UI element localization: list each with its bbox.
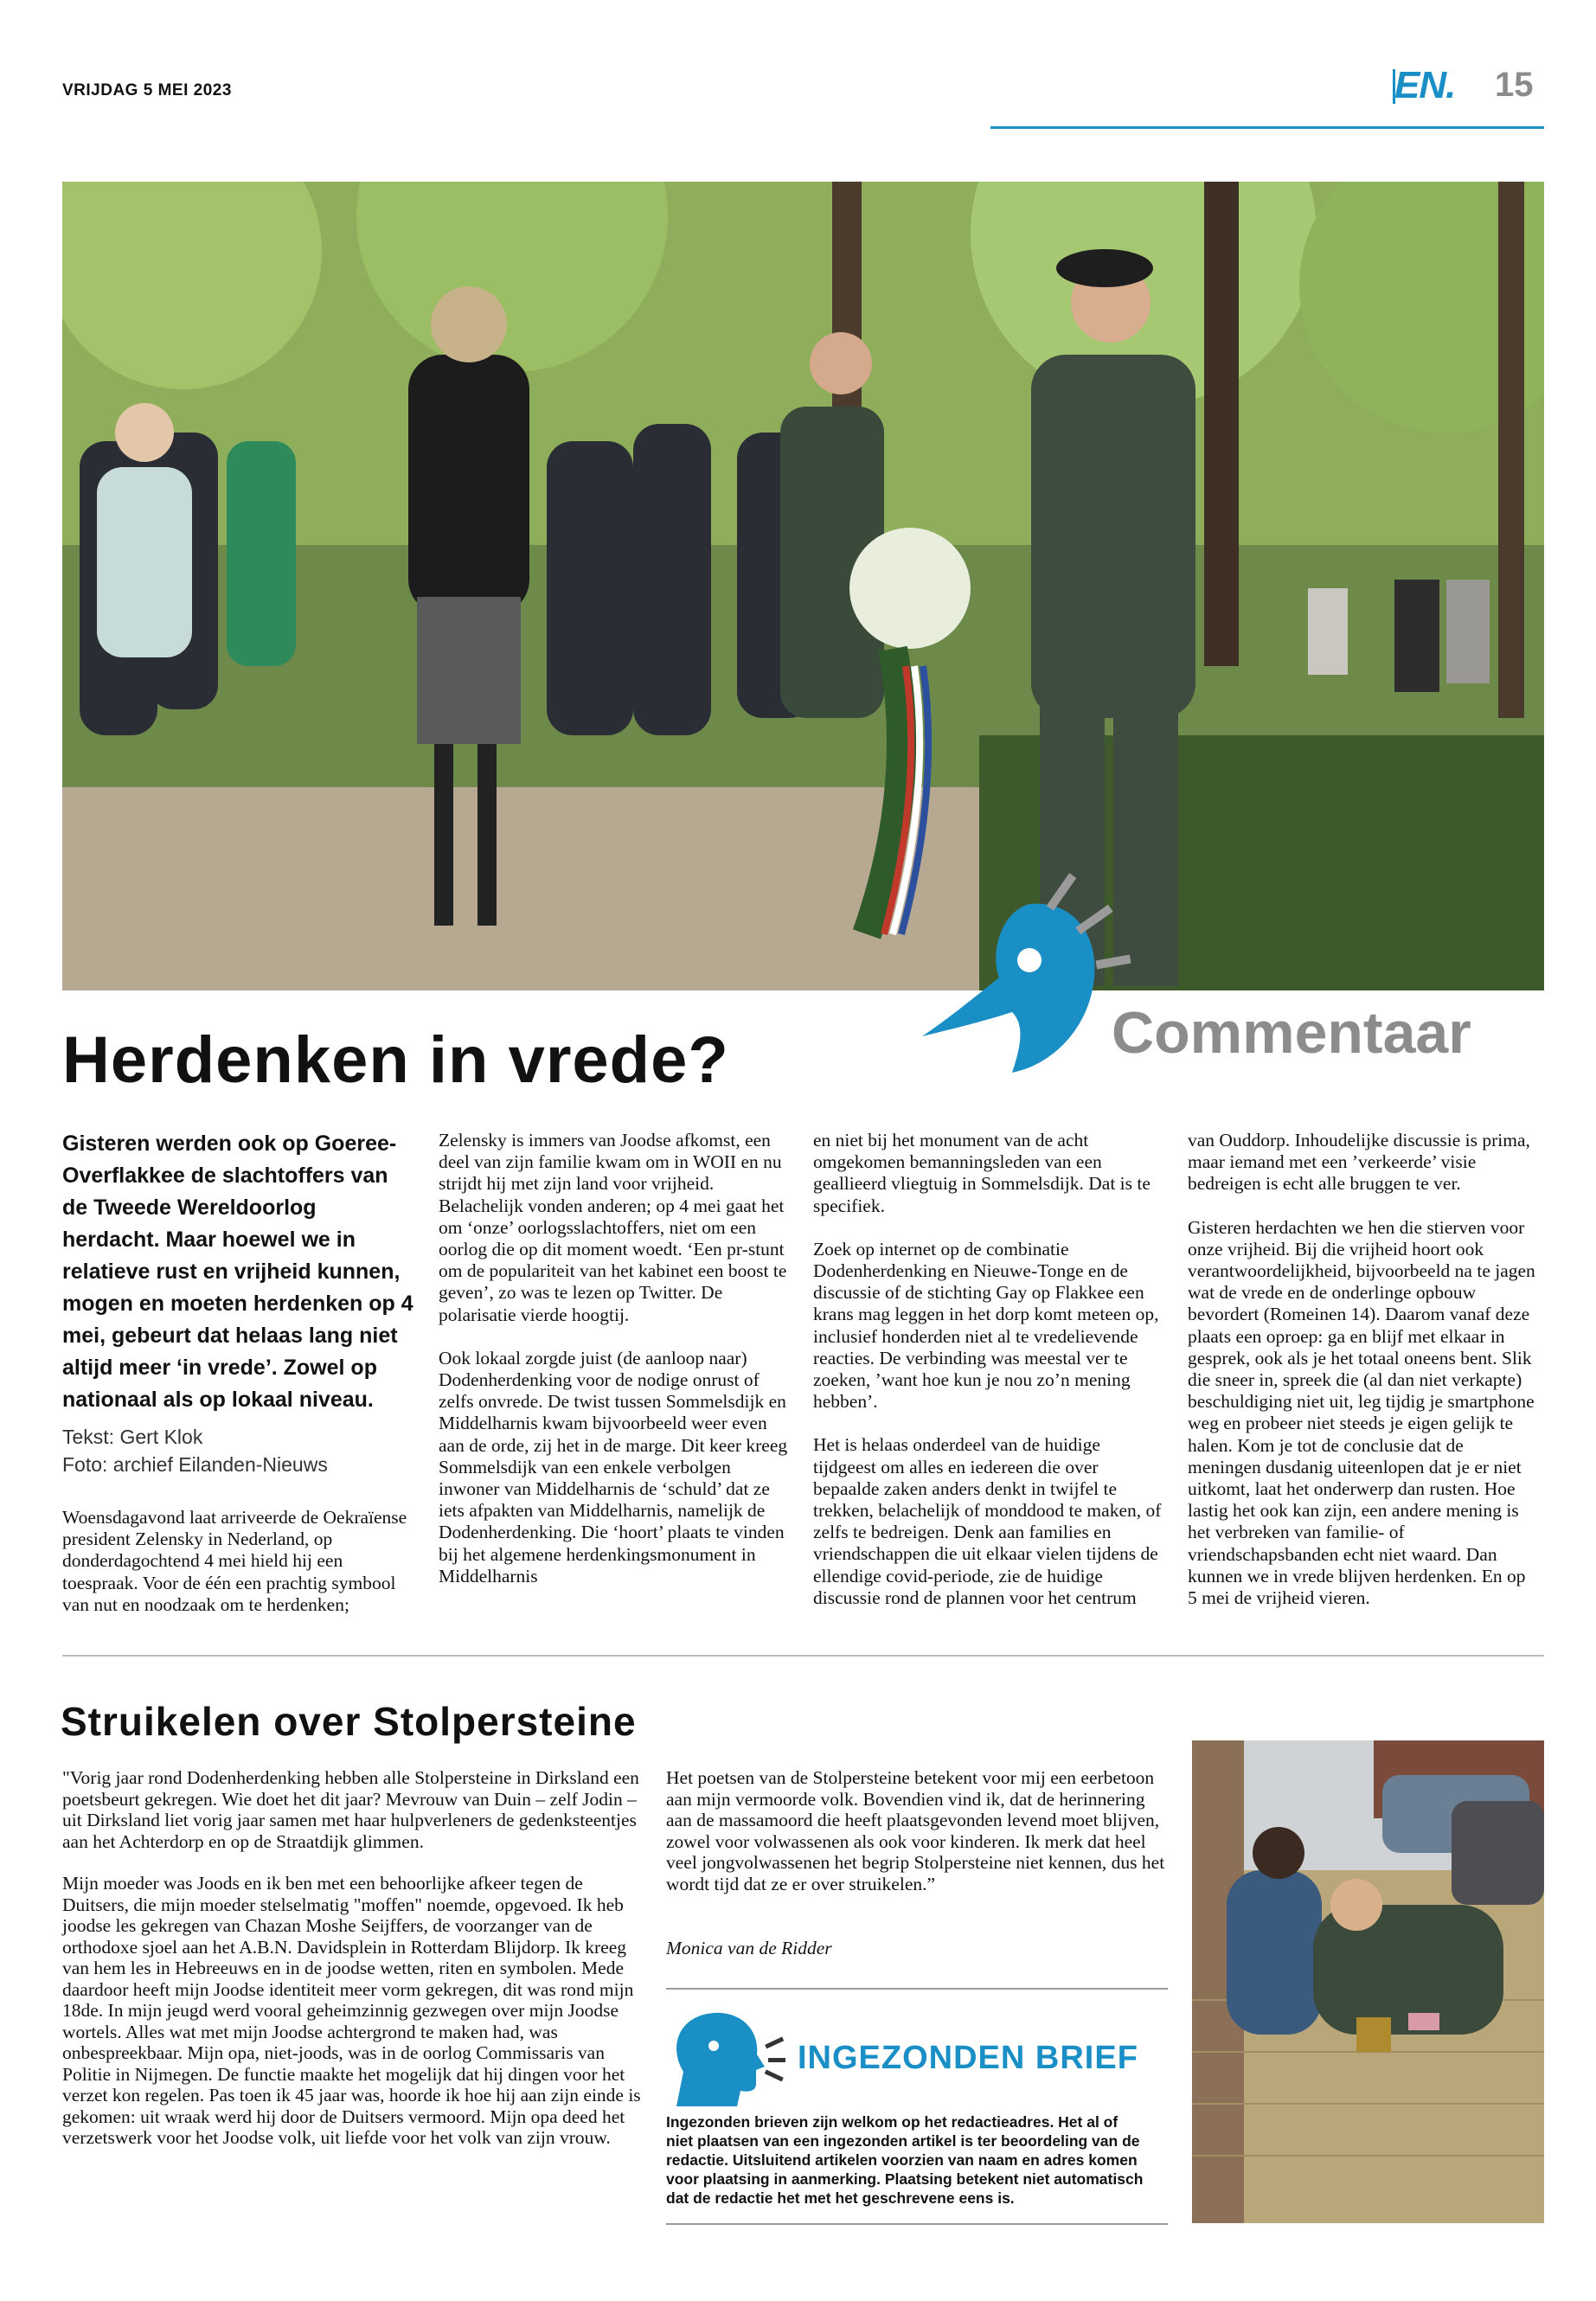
box-rule-bottom	[666, 2223, 1168, 2225]
letter-signature: Monica van de Ridder	[666, 1938, 832, 1958]
article-column-2	[439, 1130, 789, 1609]
paragraph: Ook lokaal zorgde juist (de aanloop naar) Dodenherdenking voor de nodige onrust of zelfs onvrede. De twist tussen Sommelsdijk en Middelharnis kwam bijvoorbeeld weer even aan de orde, zij het in de marge. Dit keer kreeg Sommelsdijk van een enkele verbolgen inwoner van Middelharnis de ‘schuld’ dat ze iets afpakten van Middelharnis, namelijk de Dodenherdenking. Die ‘hoort’ plaats te vinden bij het algemene herdenkingsmonument in Middelharnis	[439, 1347, 788, 1586]
submitted-letter-title: INGEZONDEN BRIEF	[798, 2040, 1138, 2076]
paragraph: Mijn moeder was Joods en ik ben met een behoorlijke afkeer tegen de Duitsers, die mijn moeder stelselmatig "moffen" noemde, opgevoed. Ik heb joodse les gekregen van Chazan Moshe Seijffers, de voorzanger van de orthodoxe sjoel aan het A.B.N. Davidsplein in Rotterdam Blijdorp. Ik kreeg van hem les in Hebreeuws en in de joodse wetten, riten en symbolen. Mede daardoor heeft mijn Joodse identiteit meer vorm gekregen, dit was rond mijn 18de. In mijn jeugd werd vooral geheimzinnig gezwegen over mijn Joodse wortels. Alles wat met mijn Joodse achtergrond te maken had, was onbespreekbaar. Mijn opa, niet-joods, was in de oorlog Commissaris van Politie in Nijmegen. De functie maakte het mogelijk dat hij dingen voor het verzet kon regelen. Pas toen ik 45 jaar was, hoorde ik hoe hij aan zijn einde is gekomen: uit wraak werd hij door de Duitsers vermoord. Mijn opa deed het verzetswerk voor het Joodse volk, uit liefde voor het volk van zijn vrouw.	[62, 1873, 641, 2148]
section-divider	[62, 1655, 1544, 1657]
credit-photo: Foto: archief Eilanden-Nieuws	[62, 1453, 328, 1476]
page-number: 15	[1495, 66, 1534, 104]
paragraph: Woensdagavond laat arriveerde de Oekraïense president Zelensky in Nederland, op donderdagochtend 4 mei hield hij een toespraak. Voor de één een prachtig symbool van nut en noodzaak om te herdenken;	[62, 1507, 407, 1615]
newspaper-logo: EN.	[1394, 64, 1456, 106]
article-column-1	[62, 1507, 413, 1638]
credit-text: Tekst: Gert Klok	[62, 1426, 203, 1448]
commentary-speaker-icon	[917, 865, 1142, 1086]
paragraph: en niet bij het monument van de acht omgekomen bemanningsleden van een geallieerd vliegtuig in Sommelsdijk. Dat is te specifiek.	[813, 1130, 1151, 1216]
box-rule-top	[666, 1988, 1168, 1990]
article-headline: Herdenken in vrede?	[62, 1023, 729, 1097]
commentary-label: Commentaar	[1112, 1000, 1471, 1066]
submitted-letter-policy: Ingezonden brieven zijn welkom op het redactieadres. Het al of niet plaatsen van een ingezonden artikel is ter beoordeling van de redactie. Uitsluitend artikelen voorzien van naam en adres komen voor plaatsing in aanmerking. Plaatsing betekent niet automatisch dat de redactie het met het geschrevene eens is.	[666, 2113, 1144, 2207]
letter-column-2: Het poetsen van de Stolpersteine betekent voor mij een eerbetoon aan mijn vermoorde volk. Bovendien vind ik, dat de herinnering aan de massamoord die heeft plaatsgevonden levend moet blijven, zowel voor volwassenen als ook voor kinderen. Ik merk dat heel veel jongvolwassenen het begrip Stolpersteine niet kennen, dus het wordt tijd dat ze er over struikelen.”	[666, 1767, 1165, 1894]
letter-headline: Struikelen over Stolpersteine	[61, 1699, 637, 1744]
paragraph: Zelensky is immers van Joodse afkomst, een deel van zijn familie kwam om in WOII en nu strijdt hij met zijn land voor vrijheid. Belachelijk vonden anderen; op 4 mei gaat het om ‘onze’ oorlogsslachtoffers, niet om een oorlog die op dit moment woedt. ‘Een pr-stunt om de populariteit van het kabinet een boost te geven’, zo was te lezen op Twitter. De polarisatie vierde hoogtij.	[439, 1130, 787, 1325]
article-lead: Gisteren werden ook op Goeree-Overflakkee de slachtoffers van de Tweede Wereldoorlog herdacht. Maar hoewel we in relatieve rust en vrijheid kunnen, mogen en moeten herdenken op 4 mei, gebeurt dat helaas lang niet altijd meer ‘in vrede’. Zowel op nationaal als op lokaal niveau.	[62, 1131, 413, 1412]
paragraph: Zoek op internet op de combinatie Dodenherdenking en Nieuwe-Tonge en de discussie of de stichting Gay op Flakkee een krans mag leggen in het dorp komt meteen op, inclusief honderden niet al te vredelievende reacties. De verbinding was meestal ver te zoeken, ’want hoe kun je nou zo’n mening hebben’.	[813, 1238, 1159, 1413]
paragraph: "Vorig jaar rond Dodenherdenking hebben alle Stolpersteine in Dirksland een poetsbeurt gekregen. Wie doet het dit jaar? Mevrouw van Duin – zelf Jodin – uit Dirksland liet vorig jaar samen met haar hulpverleners de gedenksteentjes aan het Achterdorp en op de Straatdijk glimmen.	[62, 1767, 639, 1852]
paragraph: Het is helaas onderdeel van de huidige tijdgeest om alles en iedereen die over bepaalde zaken anders denkt in twijfel te trekken, belachelijk of monddood te maken, of zelfs te bedreigen. Denk aan families en vriendschappen die uit elkaar vielen tijdens de ellendige covid-periode, zie de huidige discussie rond de plannen voor het centrum	[813, 1434, 1162, 1608]
article-column-4	[1188, 1130, 1538, 1631]
article-credits	[62, 1423, 417, 1478]
article-column-3	[813, 1130, 1163, 1631]
paragraph: van Ouddorp. Inhoudelijke discussie is prima, maar iemand met een ’verkeerde’ visie bedreigen is echt alle bruggen te ver.	[1188, 1130, 1530, 1195]
speaking-head-icon	[666, 2011, 787, 2108]
header-rule	[990, 126, 1544, 129]
ceremony-photo	[62, 182, 1544, 990]
letter-column-1	[62, 1767, 651, 2170]
paragraph: Gisteren herdachten we hen die stierven voor onze vrijheid. Bij die vrijheid hoort ook verantwoordelijkheid, bijvoorbeeld na te jagen wat de vrede en de onderlinge opbouw bevordert (Romeinen 14). Daarom vanaf deze plaats een oproep: ga en blijf met elkaar in gesprek, ook als je het totaal oneens bent. Slik die sneer in, spreek die (al dan niet verkapte) beschuldiging niet uit, leg tijdig je smartphone weg en probeer niet steeds je eigen gelijk te halen. Kom je tot de conclusie dat de meningen dusdanig uiteenlopen dat je er niet uitkomt, laat het onderwerp dan rusten. Hoe lastig het ook kan zijn, een andere mening is het verbreken van familie- of vriendschapsbanden echt niet waard. Dan kunnen we in vrede blijven herdenken. En op 5 mei de vrijheid vieren.	[1188, 1216, 1535, 1609]
issue-date: VRIJDAG 5 MEI 2023	[62, 81, 232, 99]
stolpersteine-photo	[1192, 1740, 1544, 2223]
